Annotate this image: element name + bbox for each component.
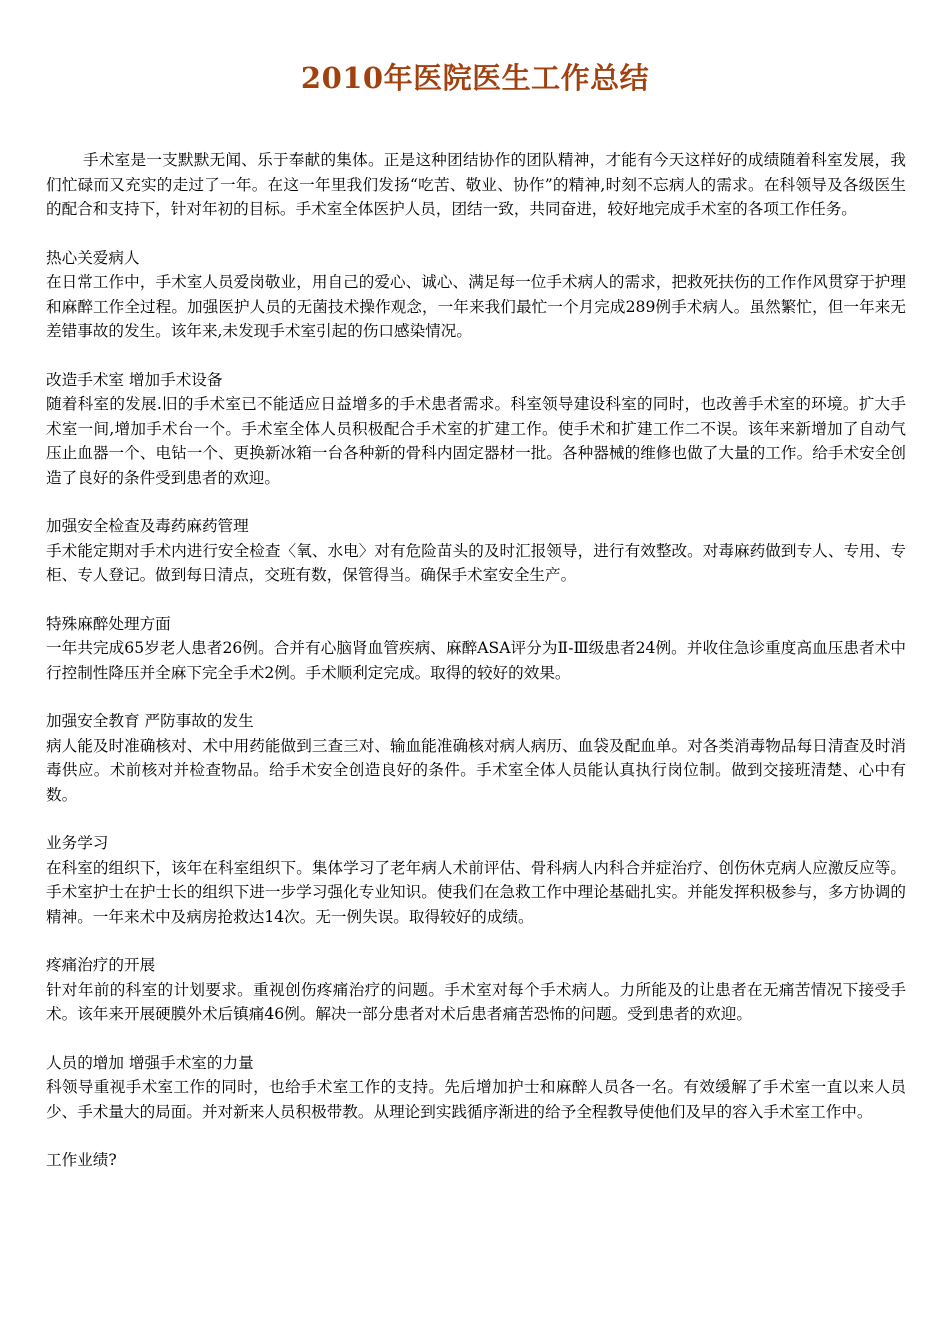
section-body: 病人能及时准确核对、术中用药能做到三查三对、输血能准确核对病人病历、血袋及配血单。对各类消毒物品每日清查及时消毒供应。术前核对并检查物品。给手术安全创造良好的条件。手术室全体人员能认真执行岗位制。做到交接班清楚、心中有数。	[46, 736, 906, 804]
section-professional-study	[46, 831, 906, 929]
section-safety-education	[46, 709, 906, 807]
section-heading: 热心关爱病人	[46, 248, 140, 267]
section-renovate-or	[46, 368, 906, 491]
section-special-anesthesia	[46, 612, 906, 686]
section-heading: 业务学习	[46, 834, 109, 852]
section-heading: 疼痛治疗的开展	[46, 956, 156, 974]
section-body: 在日常工作中，手术室人员爱岗敬业，用自己的爱心、诚心、满足每一位手术病人的需求，把救死扶伤的工作作风贯穿于护理和麻醉工作全过程。加强医护人员的无菌技术操作观念，一年来我们最忙一个月完成289例手术病人。虽然繁忙，但一年来无差错事故的发生。该年来,未发现手术室引起的伤口感染情况。	[46, 273, 906, 340]
document-body	[46, 148, 906, 1197]
section-body: 一年共完成65岁老人患者26例。合并有心脑肾血管疾病、麻醉ASA评分为Ⅱ-Ⅲ级患者24例。并收住急诊重度高血压患者术中行控制性降压并全麻下完全手术2例。手术顺利定完成。取得的较好的效果。	[46, 639, 906, 682]
document-title: 2010年医院医生工作总结	[300, 61, 650, 95]
section-heading: 人员的增加 增强手术室的力量	[46, 1053, 254, 1072]
section-heading: 工作业绩?	[46, 1151, 117, 1169]
section-pain-treatment	[46, 953, 906, 1027]
section-heading: 加强安全教育 严防事故的发生	[46, 712, 254, 730]
section-heading: 特殊麻醉处理方面	[46, 614, 171, 633]
section-body: 在科室的组织下，该年在科室组织下。集体学习了老年病人术前评估、骨科病人内科合并症治疗、创伤休克病人应激反应等。手术室护士在护士长的组织下进一步学习强化专业知识。使我们在急救工作中理论基础扎实。并能发挥积极参与，多方协调的精神。一年来术中及病房抢救达14次。无一例失误。取得较好的成绩。	[46, 858, 906, 926]
section-body: 科领导重视手术室工作的同时，也给手术室工作的支持。先后增加护士和麻醉人员各一名。有效缓解了手术室一直以来人员少、手术量大的局面。并对新来人员积极带教。从理论到实践循序渐进的给予全程教导使他们及早的容入手术室工作中。	[46, 1078, 906, 1121]
section-body: 手术能定期对手术内进行安全检查〈氧、水电〉对有危险苗头的及时汇报领导，进行有效整改。对毒麻药做到专人、专用、专柜、专人登记。做到每日清点，交班有数，保管得当。确保手术室安全生产。	[46, 541, 906, 584]
section-body: 随着科室的发展.旧的手术室已不能适应日益增多的手术患者需求。科室领导建设科室的同时，也改善手术室的环境。扩大手术室一间,增加手术台一个。手术室全体人员积极配合手术室的扩建工作。使手术和扩建工作二不误。该年来新增加了自动气压止血器一个、电钻一个、更换新冰箱一台各种新的骨科内固定器材一批。各种器械的维修也做了大量的工作。给手术安全创造了良好的条件受到患者的欢迎。	[46, 395, 906, 487]
section-heading: 加强安全检查及毒药麻药管理	[46, 517, 249, 535]
section-heading: 改造手术室 增加手术设备	[46, 370, 223, 389]
section-staff-increase	[46, 1051, 906, 1125]
section-care-patients	[46, 246, 906, 344]
section-work-performance	[46, 1148, 906, 1173]
section-body: 针对年前的科室的计划要求。重视创伤疼痛治疗的问题。手术室对每个手术病人。力所能及的让患者在无痛苦情况下接受手术。该年来开展硬膜外术后镇痛46例。解决一部分患者对术后患者痛苦恐怖的问题。受到患者的欢迎。	[46, 980, 906, 1023]
intro-paragraph: 手术室是一支默默无闻、乐于奉献的集体。正是这种团结协作的团队精神，才能有今天这样好的成绩随着科室发展，我们忙碌而又充实的走过了一年。在这一年里我们发扬“吃苦、敬业、协作”的精神,时刻不忘病人的需求。在科领导及各级医生的配合和支持下，针对年初的目标。手术室全体医护人员，团结一致，共同奋进，较好地完成手术室的各项工作任务。	[46, 151, 906, 218]
section-safety-drug-management	[46, 514, 906, 588]
